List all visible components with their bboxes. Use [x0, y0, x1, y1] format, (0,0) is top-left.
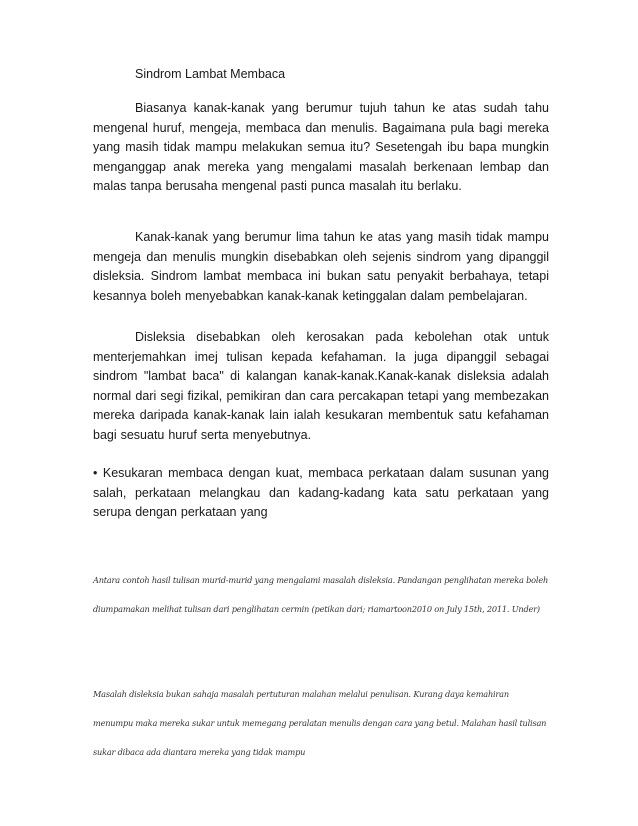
bullet-item: • Kesukaran membaca dengan kuat, membaca perkataan dalam susunan yang salah, perkataan melangkau dan kadang-kadang kata satu perkataan yang serupa dengan perkataan yang: [93, 466, 549, 519]
document-title: Sindrom Lambat Membaca: [135, 67, 286, 81]
paragraph-1: Biasanya kanak-kanak yang berumur tujuh tahun ke atas sudah tahu mengenal huruf, mengeja, membaca dan menulis. Bagaimana pula bagi mereka yang masih tidak mampu melakukan semua itu? Sesetengah ibu bapa mungkin menganggap anak mereka yang mengalami masalah berkenaan lembap dan malas tanpa berusaha mengenal pasti punca masalah itu berlaku.: [93, 101, 549, 193]
handwritten-caption-1: Antara contoh hasil tulisan murid-murid yang mengalami masalah disleksia. Pandangan penglihatan mereka boleh diumpamakan melihat tulisan dari penglihatan cermin (petikan dari; riamartoon2010 on July 15th, 2011. Under): [93, 575, 549, 614]
paragraph-2: Kanak-kanak yang berumur lima tahun ke atas yang masih tidak mampu mengeja dan menulis mungkin disebabkan oleh sejenis sindrom yang dipanggil disleksia. Sindrom lambat membaca ini bukan satu penyakit berbahaya, tetapi kesannya boleh menyebabkan kanak-kanak ketinggalan dalam pembelajaran.: [93, 230, 549, 303]
paragraph-3: Disleksia disebabkan oleh kerosakan pada kebolehan otak untuk menterjemahkan imej tulisan kepada kefahaman. Ia juga dipanggil sebagai sindrom "lambat baca" di kalangan kanak-kanak.Kanak-kanak disleksia adalah normal dari segi fizikal, pemikiran dan cara percakapan tetapi yang membezakan mereka daripada kanak-kanak lain ialah kesukaran membentuk satu kefahaman bagi sesuatu huruf serta menyebutnya.: [93, 330, 549, 442]
handwritten-caption-2: Masalah disleksia bukan sahaja masalah pertuturan malahan melalui penulisan. Kurang daya kemahiran menumpu maka mereka sukar untuk memegang peralatan menulis dengan cara yang betul. Malahan hasil tulisan sukar dibaca ada diantara mereka yang tidak mampu: [93, 689, 547, 757]
